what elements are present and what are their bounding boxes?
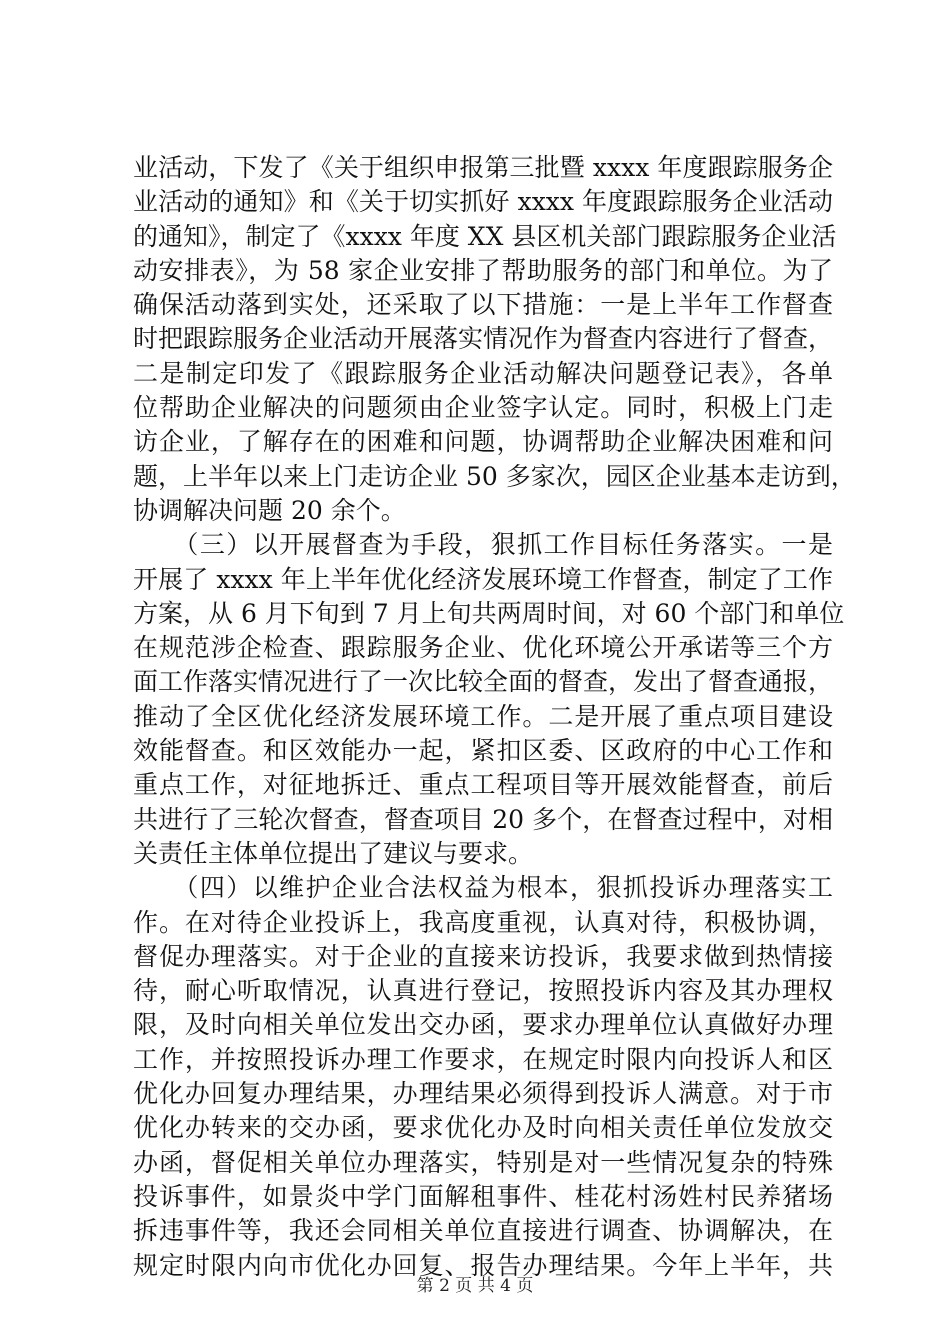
- text-line: 的通知》，制定了《xxxx 年度 XX 县区机关部门跟踪服务企业活: [133, 221, 837, 251]
- text-line: 工作，并按照投诉办理工作要求，在规定时限内向投诉人和区: [133, 1044, 833, 1074]
- text-line: 动安排表》，为 58 家企业安排了帮助服务的部门和单位。为了: [133, 255, 833, 285]
- text-line: 在规范涉企检查、跟踪服务企业、优化环境公开承诺等三个方: [133, 633, 833, 663]
- text-line: 业活动，下发了《关于组织申报第三批暨 xxxx 年度跟踪服务企: [133, 153, 833, 182]
- text-line: 访企业，了解存在的困难和问题，协调帮助企业解决困难和问: [133, 427, 833, 457]
- text-line: 二是制定印发了《跟踪服务企业活动解决问题登记表》，各单: [133, 358, 833, 388]
- text-line: 督促办理落实。对于企业的直接来访投诉，我要求做到热情接: [133, 941, 833, 971]
- paragraph-end-line: 关责任主体单位提出了建议与要求。: [133, 838, 534, 868]
- text-line: 限，及时向相关单位发出交办函，要求办理单位认真做好办理: [133, 1010, 833, 1040]
- text-line: 推动了全区优化经济发展环境工作。二是开展了重点项目建设: [133, 701, 833, 731]
- page-number-footer: 第 2 页 共 4 页: [416, 1276, 534, 1296]
- text-line: 确保活动落到实处，还采取了以下措施：一是上半年工作督查: [133, 290, 833, 320]
- text-line: 方案，从 6 月下旬到 7 月上旬共两周时间，对 60 个部门和单位: [133, 598, 845, 628]
- text-line: 待，耐心听取情况，认真进行登记，按照投诉内容及其办理权: [133, 976, 833, 1006]
- text-line: 时把跟踪服务企业活动开展落实情况作为督查内容进行了督查，: [133, 324, 834, 354]
- text-line: 办函，督促相关单位办理落实，特别是对一些情况复杂的特殊: [133, 1147, 833, 1177]
- text-line: 题，上半年以来上门走访企业 50 多家次，园区企业基本走访到，: [133, 461, 856, 491]
- paragraph-end-line: 协调解决问题 20 余个。: [133, 495, 406, 525]
- text-line: 优化办转来的交办函，要求优化办及时向相关责任单位发放交: [133, 1113, 833, 1143]
- text-line: 位帮助企业解决的问题须由企业签字认定。同时，积极上门走: [133, 393, 833, 423]
- text-line: 规定时限内向市优化办回复、报告办理结果。今年上半年，共: [133, 1250, 833, 1280]
- text-line: 拆违事件等，我还会同相关单位直接进行调查、协调解决，在: [133, 1216, 833, 1246]
- text-line: 共进行了三轮次督查，督查项目 20 多个，在督查过程中，对相: [133, 804, 833, 834]
- text-line: 投诉事件，如景炎中学门面解租事件、桂花村汤姓村民养猪场: [133, 1181, 833, 1211]
- text-line: 作。在对待企业投诉上，我高度重视，认真对待，积极协调，: [133, 907, 833, 937]
- text-line: 开展了 xxxx 年上半年优化经济发展环境工作督查，制定了工作: [133, 564, 833, 594]
- text-line: 重点工作，对征地拆迁、重点工程项目等开展效能督查，前后: [133, 770, 833, 800]
- text-line: 优化办回复办理结果，办理结果必须得到投诉人满意。对于市: [133, 1079, 833, 1109]
- document-body: [133, 151, 856, 1283]
- text-line: （四）以维护企业合法权益为根本，狠抓投诉办理落实工: [133, 873, 833, 903]
- text-line: 业活动的通知》和《关于切实抓好 xxxx 年度跟踪服务企业活动: [133, 187, 833, 217]
- text-line: 效能督查。和区效能办一起，紧扣区委、区政府的中心工作和: [133, 736, 833, 766]
- text-line: （三）以开展督查为手段，狠抓工作目标任务落实。一是: [133, 530, 833, 560]
- text-line: 面工作落实情况进行了一次比较全面的督查，发出了督查通报，: [133, 667, 834, 697]
